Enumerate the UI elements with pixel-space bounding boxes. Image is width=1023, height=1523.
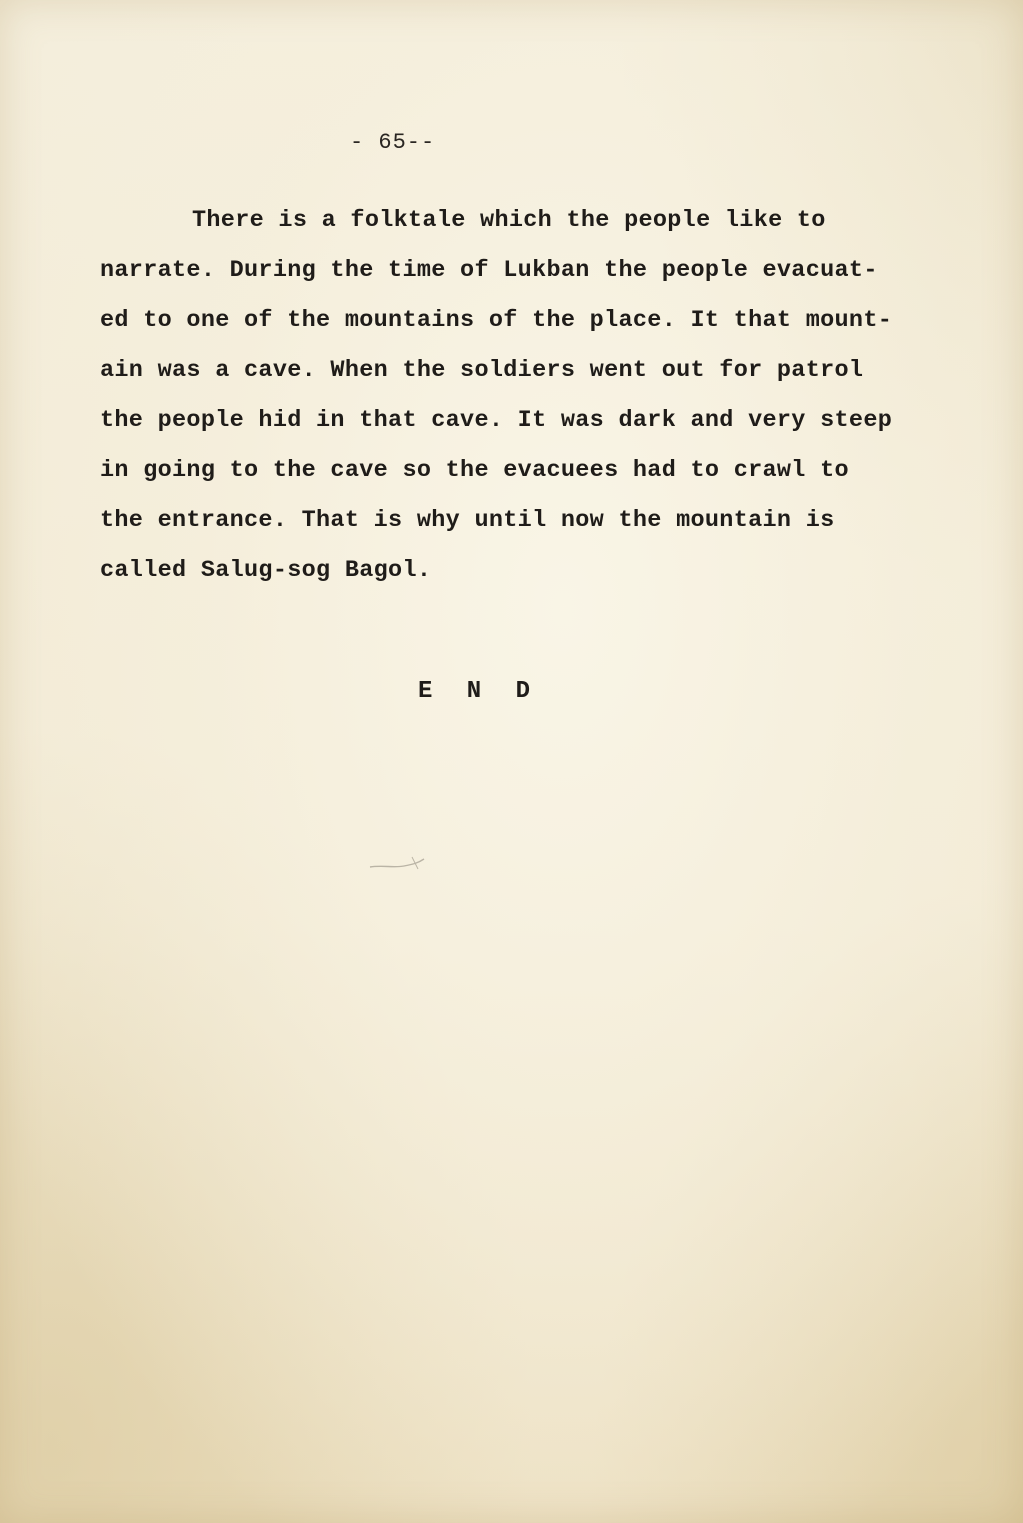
- paragraph-line: the entrance. That is why until now the mountain is: [100, 507, 835, 534]
- ink-smudge: [368, 855, 428, 873]
- paragraph-line: the people hid in that cave. It was dark and very steep: [100, 407, 893, 434]
- paragraph-line: ed to one of the mountains of the place. It that mount-: [100, 307, 893, 334]
- paragraph-line: called Salug-sog Bagol.: [100, 557, 432, 584]
- end-marker: E N D: [418, 678, 541, 705]
- paragraph-line: ain was a cave. When the soldiers went out for patrol: [100, 357, 864, 384]
- folktale-paragraph: [100, 196, 960, 596]
- paragraph-line: in going to the cave so the evacuees had to crawl to: [100, 457, 849, 484]
- page-number: - 65--: [350, 130, 436, 155]
- paragraph-line: There is a folktale which the people like to: [192, 207, 826, 234]
- paragraph-line: narrate. During the time of Lukban the people evacuat-: [100, 257, 878, 284]
